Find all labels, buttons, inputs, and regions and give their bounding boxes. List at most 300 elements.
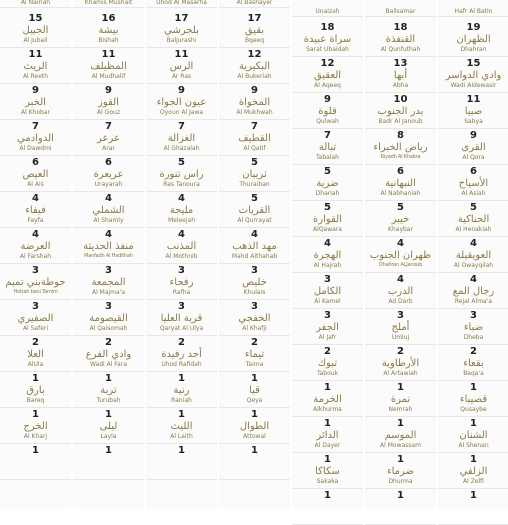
rank-number: 3 (324, 311, 331, 321)
city-name-english: Al Ais (27, 181, 44, 188)
rank-number: 2 (32, 338, 39, 348)
city-name-arabic: الحناكية (457, 214, 490, 225)
city-name-english: Badr Al Janoub (378, 118, 423, 125)
grid-column (219, 0, 290, 510)
rank-number: 3 (470, 311, 477, 321)
city-name-arabic: الزلفي (459, 466, 488, 477)
city-name-arabic: عريعرة (93, 169, 124, 180)
rank-number: 11 (101, 50, 116, 60)
grid-column (438, 0, 508, 510)
rank-number: 1 (324, 491, 331, 501)
city-cell (219, 266, 290, 300)
city-cell (0, 230, 71, 264)
city-cell (0, 14, 71, 48)
city-name-english: Dhariah (315, 190, 340, 197)
city-name-arabic: نمرة (390, 394, 411, 405)
city-name-arabic: مليجة (169, 205, 194, 216)
city-name-arabic: القنفذة (385, 34, 416, 45)
city-cell (73, 230, 144, 264)
city-cell (146, 302, 217, 336)
rank-number: 18 (320, 23, 335, 33)
city-name-english: Sabya (464, 118, 483, 125)
rank-number: 9 (178, 86, 185, 96)
city-cell (146, 158, 217, 192)
city-name-arabic: الجفر (316, 322, 339, 333)
rank-number: 4 (105, 194, 112, 204)
city-name-english: Hottah bani Tamim (13, 289, 58, 295)
city-cell (146, 266, 217, 300)
city-cell (73, 14, 144, 48)
city-cell (0, 374, 71, 408)
rank-number: 18 (393, 23, 408, 33)
city-name-arabic: قرية العليا (160, 313, 203, 324)
city-name-english: Qaryat Al Ulya (159, 325, 204, 332)
rank-number: 1 (397, 455, 404, 465)
rank-number: 1 (178, 410, 185, 420)
city-name-arabic: النبهانية (385, 178, 416, 189)
city-name-arabic: ضرماء (386, 466, 415, 477)
city-name-english: Wadi Al Fara (89, 361, 127, 368)
rank-number: 1 (32, 410, 39, 420)
city-name-english: Al Mothnib (165, 253, 198, 260)
city-cell (219, 14, 290, 48)
city-name-arabic: رفحاء (169, 277, 194, 288)
city-name-arabic: قيا (249, 385, 260, 396)
city-name-arabic: خيبر (391, 214, 410, 225)
city-name-english: Unaizah (315, 8, 340, 15)
rank-number: 3 (105, 266, 112, 276)
city-cell (292, 455, 363, 489)
city-cell (365, 5, 436, 17)
city-cell (365, 203, 436, 237)
rank-number: 5 (397, 203, 404, 213)
rank-number: 1 (178, 446, 185, 456)
city-name-arabic: فيفاء (25, 205, 46, 216)
city-name-arabic: القرى (461, 142, 486, 153)
city-name-arabic: عرعر (97, 133, 120, 144)
city-name-arabic: تبالة (318, 142, 337, 153)
city-name-arabic: تربة (100, 385, 117, 396)
city-name-arabic: الخبر (25, 97, 46, 108)
rank-number: 17 (247, 14, 262, 24)
rank-number: 6 (32, 158, 39, 168)
city-name-english: Bareq (26, 397, 45, 404)
city-cell (146, 122, 217, 156)
rank-number: 4 (470, 239, 477, 249)
rank-number: 1 (32, 446, 39, 456)
rank-number: 7 (251, 122, 258, 132)
city-name-english: Taima (245, 361, 264, 368)
city-name-arabic: الأرطاوية (381, 358, 420, 369)
city-name-arabic: أحد رفيدة (161, 349, 202, 360)
city-name-arabic: ليلى (99, 421, 118, 432)
city-name-arabic: القيصومة (89, 313, 128, 324)
city-name-arabic: العقيق (313, 70, 342, 81)
rank-number: 13 (393, 59, 408, 69)
rank-number: 1 (105, 410, 112, 420)
rank-number: 4 (251, 230, 258, 240)
city-name-arabic: منفذ الحديثة (83, 241, 134, 252)
city-name-arabic: بدر الجنوب (377, 106, 424, 117)
rank-number: 2 (251, 338, 258, 348)
city-cell (73, 194, 144, 228)
city-cell (146, 230, 217, 264)
rank-number: 7 (324, 131, 331, 141)
rank-number: 3 (32, 266, 39, 276)
city-cell (365, 59, 436, 93)
city-cell (0, 86, 71, 120)
rank-number: 4 (105, 230, 112, 240)
rank-number: 7 (32, 122, 39, 132)
city-cell (146, 0, 217, 8)
rank-number: 1 (470, 419, 477, 429)
rank-number: 1 (397, 419, 404, 429)
city-name-english: Bishah (98, 37, 119, 44)
city-name-arabic: القوز (98, 97, 119, 108)
rank-number: 12 (247, 50, 262, 60)
city-name-english: Al Zelfi (463, 478, 484, 485)
rank-number: 2 (397, 347, 404, 357)
city-cell (438, 347, 508, 381)
city-name-arabic: وادي الدواسر (445, 70, 502, 81)
city-cell (0, 194, 71, 228)
city-name-english: Al Qunfuthah (380, 46, 421, 53)
rank-number: 16 (101, 14, 116, 24)
city-cell (438, 95, 508, 129)
city-name-arabic: تبوك (317, 358, 338, 369)
city-name-arabic: قلوة (318, 106, 337, 117)
rank-number: 7 (105, 122, 112, 132)
city-name-english: Meleejah (167, 217, 196, 224)
city-cell (219, 122, 290, 156)
city-cell (219, 86, 290, 120)
rank-number: 9 (324, 95, 331, 105)
city-name-english: AlUla (27, 361, 44, 368)
rank-number: 1 (105, 374, 112, 384)
city-cell (438, 59, 508, 93)
city-name-english: Dhahran ALJanoub (378, 262, 423, 268)
city-name-english: Arar (102, 145, 115, 152)
city-name-english: Al Jubail (23, 37, 48, 44)
rank-number: 2 (178, 338, 185, 348)
rank-number: 9 (32, 86, 39, 96)
rank-number: 9 (470, 131, 477, 141)
city-name-english: Al Gouz (97, 109, 120, 116)
rank-number: 1 (470, 383, 477, 393)
city-name-english: Ar Ras (171, 73, 192, 80)
rank-number: 3 (105, 302, 112, 312)
city-name-arabic: الموسم (384, 430, 417, 441)
city-name-english: Uhod Al Masarha (156, 0, 207, 6)
city-cell (73, 158, 144, 192)
rank-number: 6 (397, 167, 404, 177)
city-name-english: Al Asiah (461, 190, 486, 197)
city-name-english: Urayarah (94, 181, 123, 188)
rank-number: 1 (470, 455, 477, 465)
city-cell (438, 491, 508, 525)
city-name-english: Khamis Mushait (84, 0, 133, 6)
city-name-arabic: الشملي (92, 205, 125, 216)
city-name-arabic: الخرمة (313, 394, 342, 405)
city-cell (219, 0, 290, 8)
city-cell (365, 491, 436, 525)
city-name-arabic: المخواة (238, 97, 271, 108)
city-cell (365, 275, 436, 309)
rank-number: 4 (32, 230, 39, 240)
city-name-english: Khaybar (388, 226, 413, 233)
city-name-english: Qulwah (316, 118, 339, 125)
city-name-arabic: الجبيل (22, 25, 49, 36)
rank-number: 4 (178, 194, 185, 204)
rank-number: 11 (174, 50, 189, 60)
rank-number: 3 (178, 302, 185, 312)
grid-column (0, 0, 71, 510)
city-name-english: Al Dawdmi (19, 145, 52, 152)
city-name-arabic: الشنان (459, 430, 488, 441)
city-cell (292, 239, 363, 273)
city-name-english: Fayfa (27, 217, 44, 224)
city-name-english: Al Mukhwah (236, 109, 273, 116)
city-name-english: Al Kamel (314, 298, 341, 305)
city-cell (0, 266, 71, 300)
city-cell (146, 410, 217, 444)
city-name-english: Turubah (96, 397, 121, 404)
rank-number: 9 (105, 86, 112, 96)
city-name-english: Al Kharj (23, 433, 48, 440)
city-name-english: Nemrah (388, 406, 413, 413)
rank-number: 3 (397, 311, 404, 321)
rank-number: 2 (324, 347, 331, 357)
city-cell (0, 158, 71, 192)
rank-number: 3 (324, 275, 331, 285)
city-name-english: Rejal Alma'a (454, 298, 493, 305)
city-cell (292, 419, 363, 453)
city-name-english: Alkhurma (313, 406, 342, 413)
city-name-english: Bqeeq (244, 37, 265, 44)
city-name-english: Al Aqeeq (314, 82, 341, 89)
grid-column (146, 0, 217, 510)
rank-number: 11 (28, 50, 43, 60)
rank-number: 4 (324, 239, 331, 249)
city-name-arabic: الدرب (387, 286, 414, 297)
city-name-english: Al Qora (462, 154, 485, 161)
rank-number: 9 (251, 86, 258, 96)
city-name-arabic: الأسياح (458, 178, 489, 189)
city-name-arabic: بيشة (98, 25, 119, 36)
city-name-english: Al Mowassam (380, 442, 421, 449)
city-cell (146, 14, 217, 48)
city-cell (146, 86, 217, 120)
city-name-english: Sarat Ubaidah (306, 46, 349, 53)
city-cell (292, 131, 363, 165)
city-cell (438, 239, 508, 273)
city-cell (292, 95, 363, 129)
city-name-arabic: ظهران الجنوب (369, 250, 432, 261)
city-cell (365, 23, 436, 57)
city-cell (73, 374, 144, 408)
rank-number: 12 (320, 59, 335, 69)
city-cell (365, 167, 436, 201)
city-name-arabic: الكامل (313, 286, 342, 297)
city-cell (0, 50, 71, 84)
city-name-arabic: الريث (23, 61, 48, 72)
city-cell (146, 50, 217, 84)
city-name-english: Al Nabhaniah (380, 190, 421, 197)
rank-number: 1 (324, 383, 331, 393)
city-cell (292, 5, 363, 17)
city-cell (146, 338, 217, 372)
rank-number: 7 (178, 122, 185, 132)
city-cell (438, 5, 508, 17)
city-name-english: Rafha (172, 289, 191, 296)
city-cell (292, 311, 363, 345)
city-name-english: Al Bashayer (236, 0, 273, 6)
city-name-arabic: الدوادمي (17, 133, 54, 144)
city-cell (0, 122, 71, 156)
city-name-arabic: أملج (391, 322, 410, 333)
rank-number: 4 (397, 275, 404, 285)
city-name-english: Ballsamar (385, 8, 416, 15)
city-name-english: Al Bukeriah (237, 73, 272, 80)
city-name-arabic: ثريبان (242, 169, 267, 180)
city-cell (219, 338, 290, 372)
city-name-arabic: بارق (26, 385, 45, 396)
city-cell (292, 383, 363, 417)
city-name-english: Al Mudhalif (91, 73, 126, 80)
city-name-english: Raniah (171, 397, 192, 404)
city-name-arabic: الصفيري (17, 313, 54, 324)
city-cell (219, 302, 290, 336)
city-name-arabic: الهجرة (313, 250, 342, 261)
rank-number: 19 (466, 23, 481, 33)
city-cell (73, 446, 144, 480)
city-cell (73, 410, 144, 444)
city-name-english: Al Dayer (314, 442, 341, 449)
city-name-english: Al Ghazalah (163, 145, 200, 152)
rank-number: 1 (397, 383, 404, 393)
rank-number: 1 (324, 419, 331, 429)
city-name-arabic: العلا (27, 349, 44, 360)
city-cell (73, 302, 144, 336)
city-name-arabic: القطيف (238, 133, 271, 144)
rank-number: 3 (32, 302, 39, 312)
city-name-english: Al Shamly (93, 217, 124, 224)
city-cell (0, 302, 71, 336)
city-name-arabic: سكاكا (315, 466, 340, 477)
city-name-arabic: الظهران (456, 34, 491, 45)
rank-number: 8 (397, 131, 404, 141)
rank-number: 1 (251, 446, 258, 456)
rank-number: 5 (251, 158, 258, 168)
city-name-arabic: الطوال (239, 421, 270, 432)
city-name-english: Sakaka (316, 478, 339, 485)
city-name-arabic: بقيق (244, 25, 265, 36)
city-cell (73, 86, 144, 120)
city-name-arabic: الرس (169, 61, 194, 72)
rank-number: 3 (251, 266, 258, 276)
rank-number: 5 (324, 203, 331, 213)
city-name-arabic: أبها (393, 70, 408, 81)
city-cell (292, 59, 363, 93)
city-cell (365, 455, 436, 489)
city-name-english: Al Khobar (20, 109, 51, 116)
city-name-english: AlQawara (313, 226, 342, 233)
city-cell (438, 311, 508, 345)
city-name-arabic: راس تنورة (159, 169, 204, 180)
city-name-arabic: الدائر (316, 430, 339, 441)
city-name-english: Mahd Althahab (231, 253, 278, 260)
city-cell (365, 311, 436, 345)
city-name-arabic: الليث (170, 421, 193, 432)
rank-number: 4 (397, 239, 404, 249)
city-name-english: Al Jafr (318, 334, 337, 341)
rank-number: 1 (32, 374, 39, 384)
city-name-arabic: القوارة (313, 214, 342, 225)
rank-number: 1 (397, 491, 404, 501)
city-name-english: Wadi Aldewasir (450, 82, 497, 89)
city-name-english: Hafr Al Batin (454, 8, 493, 15)
city-cell (438, 419, 508, 453)
rank-number: 4 (32, 194, 39, 204)
rank-number: 1 (470, 491, 477, 501)
city-name-arabic: مهد الذهب (232, 241, 277, 252)
city-name-english: Dhahran (460, 46, 487, 53)
rank-number: 15 (28, 14, 43, 24)
city-name-arabic: حوطةبني تميم (5, 277, 66, 288)
city-cell (365, 239, 436, 273)
rank-number: 6 (470, 167, 477, 177)
city-name-arabic: الغزالة (167, 133, 196, 144)
city-name-english: Al Henakiah (455, 226, 492, 233)
city-name-english: Baqa'a (463, 370, 484, 377)
city-cell (73, 122, 144, 156)
city-cell (292, 275, 363, 309)
city-name-arabic: القريات (238, 205, 271, 216)
city-name-english: Dheba (463, 334, 484, 341)
city-name-english: Attowal (243, 433, 266, 440)
rank-number: 6 (105, 158, 112, 168)
rank-number: 17 (174, 14, 189, 24)
city-cell (292, 167, 363, 201)
city-name-arabic: رنية (173, 385, 190, 396)
city-cell (365, 131, 436, 165)
city-name-english: Manfadh Al Hadithah (84, 253, 133, 259)
city-cell (438, 131, 508, 165)
city-name-arabic: تيماء (244, 349, 265, 360)
city-name-arabic: خليص (242, 277, 267, 288)
rank-number: 5 (470, 203, 477, 213)
city-name-english: Baljurashi (166, 37, 197, 44)
rank-number: 3 (178, 266, 185, 276)
city-cell (292, 347, 363, 381)
city-cell (219, 410, 290, 444)
city-name-english: Umluj (391, 334, 410, 341)
rank-number: 2 (470, 347, 477, 357)
rank-number: 5 (178, 158, 185, 168)
city-name-arabic: العيص (22, 169, 49, 180)
rank-number: 2 (105, 338, 112, 348)
city-cell (219, 374, 290, 408)
city-name-english: Al Farshah (19, 253, 52, 260)
rank-number: 11 (466, 95, 481, 105)
rank-number: 5 (251, 194, 258, 204)
city-name-arabic: ضرية (316, 178, 339, 189)
city-cell (365, 347, 436, 381)
city-name-english: Al Reeth (22, 73, 49, 80)
city-name-arabic: رجال المع (452, 286, 495, 297)
city-name-english: Uhod Rafidah (161, 361, 202, 368)
rank-number: 10 (393, 95, 408, 105)
